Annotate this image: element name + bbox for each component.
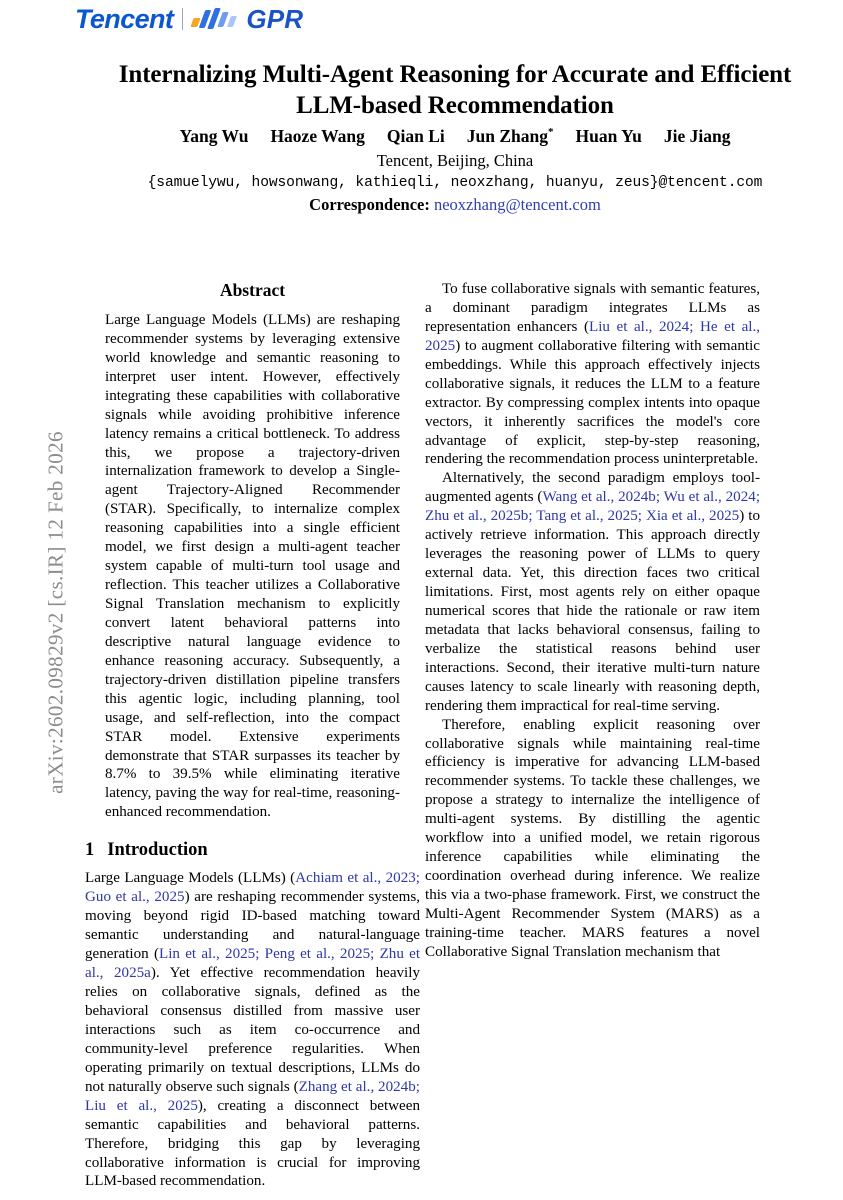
tencent-gpr-logo — [75, 4, 303, 34]
citation-link[interactable]: Peng et al., 2025 — [264, 946, 371, 963]
text-segment: ), creating a disconnect between semantic capabilities and behavioral patterns. Therefore, bridging this gap by leveraging collaborative information is crucial for improving LLM-based recommendation. — [85, 1097, 420, 1190]
correspondence-email[interactable]: neoxzhang@tencent.com — [433, 195, 601, 214]
author-1 — [270, 126, 364, 146]
author-list — [105, 126, 805, 147]
author-name: Jun Zhang — [466, 126, 549, 146]
section-title: Introduction — [107, 840, 208, 861]
author-4 — [576, 126, 642, 146]
affiliation: Tencent, Beijing, China — [376, 151, 534, 170]
citation-link[interactable]: Wu et al., 2024 — [663, 489, 756, 506]
author-marker: * — [548, 126, 554, 139]
author-emails: {samuelywu, howsonwang, kathieqli, neoxzhang, huanyu, zeus}@tencent.com — [147, 175, 763, 191]
text-segment: ; — [255, 946, 265, 963]
citation-link[interactable]: Liu et al., 2025 — [85, 1097, 198, 1114]
abstract-text: Large Language Models (LLMs) are reshaping recommender systems by leveraging extensive world knowledge and semantic reasoning to interpret user intent. However, effectively integrating these capabilities with collaborative signals while avoiding prohibitive inference latency remains a critical bottleneck. To address this, we propose a trajectory-driven internalization framework to develop a Single-agent Trajectory-Aligned Recommender (STAR). Specifically, to internalize complex reasoning capabilities into a single efficient model, we first design a multi-agent teacher system capable of multi-turn tool usage and reflection. This teacher utilizes a Collaborative Signal Translation mechanism to explicitly convert latent behavioral patterns into descriptive natural language evidence to enhance reasoning accuracy. Subsequently, a trajectory-driven distillation pipeline transfers this agentic logic, including planning, tool usage, and self-reflection, into the compact STAR model. Extensive experiments demonstrate that STAR surpasses its teacher by 8.7% to 39.5% while eliminating iterative latency, paving the way for real-time, reasoning-enhanced recommendation. — [105, 311, 400, 821]
text-segment: ) to actively retrieve information. This approach directly leverages the reasoning power of LLMs to query external data. Yet, this direction faces two critical limitations. First, most agents rely on either opaque numerical scores that hide the rationale or raw item metadata that lacks behavioral consensus, failing to verbalize the statistical reasons behind user interactions. Second, their iterative multi-turn nature causes latency to scale linearly with reasoning depth, rendering them impractical for real-time serving. — [425, 508, 760, 714]
text-segment: ; — [370, 946, 380, 963]
citation-link[interactable]: Zhang et al., 2024b — [298, 1078, 416, 1095]
correspondence-label: Correspondence: — [309, 195, 430, 214]
arxiv-stamp: arXiv:2602.09829v2 [cs.IR] 12 Feb 2026 — [43, 431, 68, 794]
citation-link[interactable]: Guo et al., 2025 — [85, 889, 185, 906]
intro-paragraph-2 — [425, 280, 760, 469]
page-title: Internalizing Multi-Agent Reasoning for Accurate and Efficient LLM-based Recommendation — [118, 60, 792, 120]
correspondence-line — [105, 195, 805, 215]
author-0 — [180, 126, 249, 146]
abstract-heading: Abstract — [219, 280, 286, 300]
text-segment: ; — [415, 870, 420, 887]
citation-link[interactable]: Zhu et al., 2025a — [85, 946, 421, 982]
citation-link[interactable]: He et al., 2025 — [425, 318, 761, 354]
citation-link[interactable]: Zhu et al., 2025b — [425, 508, 529, 525]
intro-paragraph-4 — [425, 716, 760, 962]
section-number: 1 — [85, 840, 95, 861]
citation-link[interactable]: Lin et al., 2025 — [158, 946, 256, 963]
text-segment: ; — [655, 489, 664, 506]
text-segment: ) to augment collaborative filtering with semantic embeddings. While this approach effectively injects collaborative signals, it reduces the LLM to a feature extractor. By compressing complex intents into opaque vectors, it inherently sacrifices the model's core advantage of explicit, step-by-step reasoning, rendering the recommendation process uninterpretable. — [425, 337, 760, 468]
gpr-wordmark: GPR — [246, 4, 304, 34]
citation-link[interactable]: Wang et al., 2024b — [542, 489, 656, 506]
citation-link[interactable]: Achiam et al., 2023 — [295, 870, 416, 887]
author-5 — [664, 126, 731, 146]
logo-divider — [182, 8, 183, 30]
author-name: Qian Li — [386, 126, 445, 146]
text-segment: ; — [637, 508, 646, 525]
citation-link[interactable]: Tang et al., 2025 — [536, 508, 638, 525]
tencent-wordmark: Tencent — [75, 3, 174, 34]
text-segment: ; — [528, 508, 537, 525]
text-segment: Alternatively, the second paradigm employs tool-augmented agents ( — [425, 470, 760, 506]
text-segment: ; — [755, 489, 761, 506]
intro-paragraph-1 — [85, 869, 420, 1191]
gpr-mark-icon — [191, 7, 239, 31]
paper-page — [60, 0, 843, 1200]
text-segment: ) are reshaping recommender systems, moving beyond rigid ID-based matching toward semantic understanding and natural-language generation ( — [85, 889, 420, 963]
author-name: Haoze Wang — [270, 126, 365, 146]
right-column — [425, 280, 760, 962]
intro-paragraph-3 — [425, 469, 760, 715]
section-heading-introduction — [85, 839, 420, 862]
author-name: Huan Yu — [575, 126, 642, 146]
left-column — [85, 280, 420, 1191]
text-segment: To fuse collaborative signals with semantic features, a dominant paradigm integrates LLMs as representation enhancers ( — [425, 281, 760, 335]
text-segment: ; — [689, 318, 700, 335]
text-segment: ). Yet effective recommendation heavily relies on collaborative signals, defined as the behavioral consensus distilled from massive user interactions such as item co-occurrence and community-level preference regularities. When operating primarily on textual descriptions, LLMs do not naturally observe such signals ( — [85, 965, 420, 1095]
author-3 — [467, 126, 554, 146]
citation-link[interactable]: Xia et al., 2025 — [645, 508, 740, 525]
abstract-body — [85, 311, 420, 822]
author-name: Jie Jiang — [663, 126, 731, 146]
gpr-bar-4-icon — [227, 16, 237, 27]
author-2 — [387, 126, 445, 146]
text-segment: Therefore, enabling explicit reasoning over collaborative signals while maintaining real-time efficiency is imperative for advancing LLM-based recommender systems. To tackle these challenges, we propose a strategy to internalize the intelligence of multi-agent systems. By distilling the agentic workflow into a unified model, we retain rigorous inference capabilities while eliminating the coordination overhead during inference. We realize this via a two-phase framework. First, we construct the Multi-Agent Recommender System (MARS) as a training-time teacher. MARS features a novel Collaborative Signal Translation mechanism that — [425, 716, 760, 960]
author-name: Yang Wu — [179, 126, 249, 146]
text-segment: Large Language Models (LLMs) ( — [85, 870, 296, 887]
text-segment: ; — [415, 1078, 420, 1095]
citation-link[interactable]: Liu et al., 2024 — [589, 318, 690, 335]
